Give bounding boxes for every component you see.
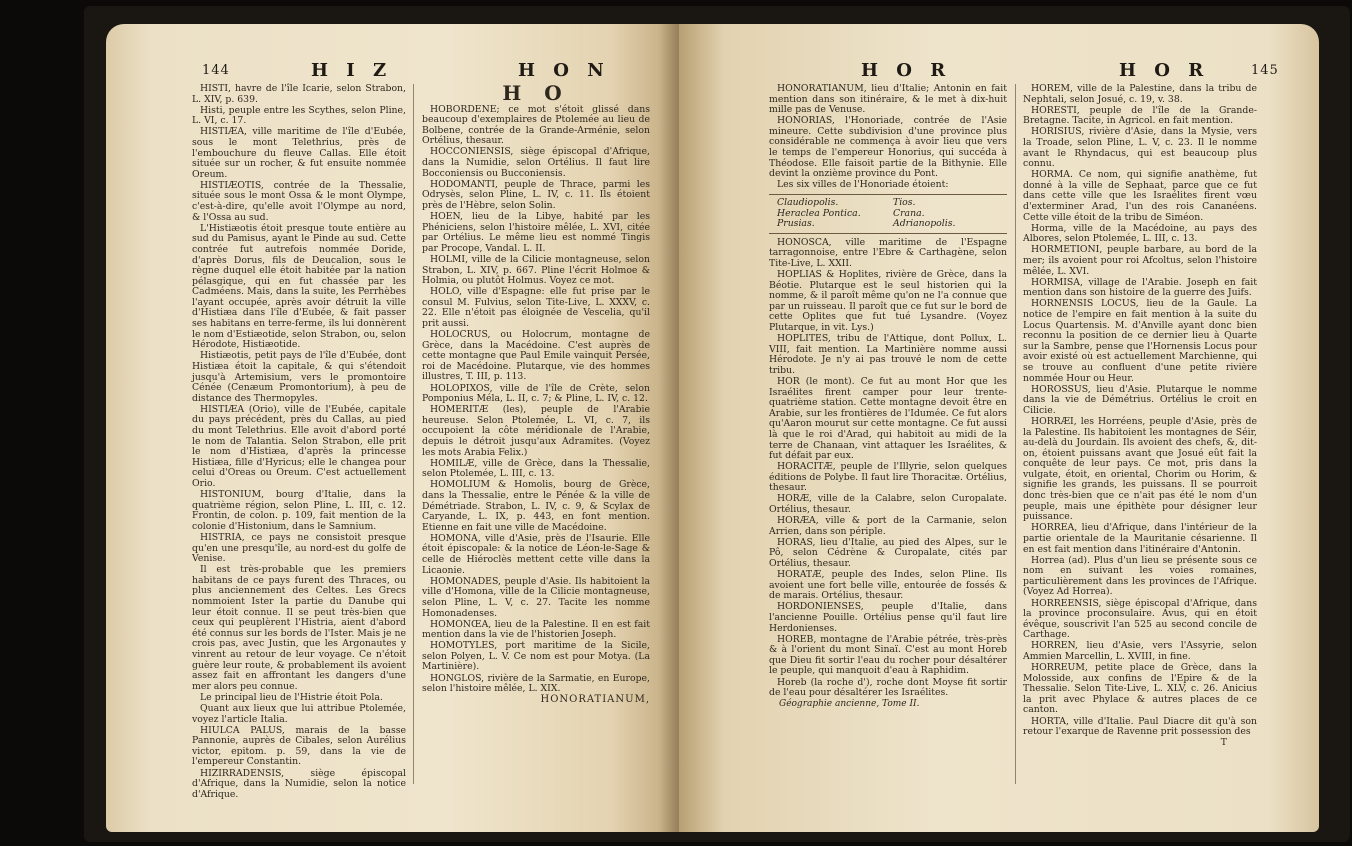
dictionary-entry: HORNENSIS LOCUS, lieu de la Gaule. La notice de l'empire en fait mention à la suite du Locus Quartensis. M. d'Anville ayant donc bien reconnu la position de ce dernier lieu à Quarte sur la Sambre, pense que l'Hornensis Locus pour avoir existé où est actuellement Marchienne, qui se trouve au confluent d'une petite rivière nommée Hour ou Heur. <box>1023 298 1257 384</box>
dictionary-entry: HOPLITES, tribu de l'Attique, dont Pollux, L. VIII, fait mention. La Martinière nomme aussi Hérodote. Je n'y ai pas trouvé le nom de cette tribu. <box>769 333 1007 376</box>
dictionary-entry: HORREENSIS, siège épiscopal d'Afrique, dans la province proconsulaire. Avus, qui en étoit évêque, souscrivit l'an 525 au second concile de Carthage. <box>1023 597 1257 641</box>
dictionary-entry: HOBORDENE; ce mot s'étoit glissé dans beaucoup d'exemplaires de Ptolemée au lieu de Bolbene, contrée de la Grande-Arménie, selon Ortélius, thesaur. <box>422 103 650 147</box>
footer-signature-line: Géographie ancienne, Tome II. <box>779 699 920 710</box>
dictionary-entry: HORREN, lieu d'Asie, vers l'Assyrie, selon Ammien Marcellin, L. XVIII, in fine. <box>1023 640 1257 662</box>
dictionary-entry: HORDONIENSES, peuple d'Italie, dans l'ancienne Pouille. Ortélius pense qu'il faut lire Herdonienses. <box>769 601 1007 634</box>
dictionary-entry: HOLOPIXOS, ville de l'île de Crète, selon Pomponius Méla, L. II, c. 7; & Pline, L. IV, c. 12. <box>422 382 650 405</box>
dictionary-entry: HOPLIAS & Hoplites, rivière de Grèce, dans la Béotie. Plutarque est le seul historien qui la nomme, & il paroît même qu'on ne l'a connue que par un ruisseau. Il paroît que ce fut sur le bord de cette Oplites que fut tué Lysandre. (Voyez Plutarque, in vit. Lys.) <box>769 269 1007 333</box>
dictionary-entry: HOMONA, ville d'Asie, près de l'Isaurie. Elle étoit épiscopale: & la notice de Léon-le-Sage & celle de Hiéroclès mettent cette ville dans la Licaonie. <box>422 532 650 576</box>
dictionary-entry: Histiæotis, petit pays de l'île d'Eubée, dont Histiæa étoit la capitale, & qui s'étendoit jusqu'à Artemisium, vers le promontoire Cénée (Cenæum Promontorium), à peu de distance des Thermopyles. <box>192 350 406 404</box>
column-rule <box>1015 84 1016 784</box>
section-heading: H O <box>502 81 570 105</box>
dictionary-entry: HORMA. Ce nom, qui signifie anathème, fut donné à la ville de Sephaat, parce que ce fut dans cette ville que les Israélites firent vœu d'exterminer Arad, l'un des rois Cananéens. Cette ville étoit de la tribu de Siméon. <box>1023 169 1257 223</box>
city-name: Prusias. <box>777 218 815 230</box>
city-name: Adrianopolis. <box>893 218 956 230</box>
dictionary-entry: HOMONŒA, lieu de la Palestine. Il en est fait mention dans la vie de l'historien Joseph. <box>422 618 650 641</box>
dictionary-entry: HOCCONIENSIS, siège épiscopal d'Afrique, dans la Numidie, selon Ortélius. Il faut lire Bocconiensis ou Bucconiensis. <box>422 146 650 179</box>
dictionary-entry: HISTIÆOTIS, contrée de la Thessalie, située sous le mont Ossa & le mont Olympe, c'est-à-dire, qu'elle avoit l'Olympe au nord, & l'Ossa au sud. <box>192 179 406 223</box>
dictionary-entry: HOEN, lieu de la Libye, habité par les Phéniciens, selon l'histoire mêlée, L. XVI, citée par Ortélius. Le même lieu est nommé Tingis par Procope, Vandal. L. II. <box>422 211 650 254</box>
dictionary-entry: HORREA, lieu d'Afrique, dans l'intérieur de la partie orientale de la Mauritanie césarienne. Il en est fait mention dans l'itinéraire d'Antonin. <box>1023 522 1257 555</box>
dictionary-entry: Horeb (la roche d'), roche dont Moyse fit sortir de l'eau pour désaltérer les Israélites. <box>769 676 1007 699</box>
dictionary-entry: HORACITÆ, peuple de l'Illyrie, selon quelques éditions de Polybe. Il faut lire Thoracitæ. Ortélius, thesaur. <box>769 461 1007 494</box>
city-name: Crana. <box>893 207 925 219</box>
dictionary-entry: HORRÆI, les Horréens, peuple d'Asie, près de la Palestine. Ils habitoient les montagnes de Séir, au-delà du Jourdain. Ils avoient des chefs, &, dit-on, étoient puissans avant que Josué eût fait la conquête de leur pays. Ce mot, pris dans la vulgate, étoit, en oriental, Chorim ou Horim, & signifie les grands, les puissans. Il se pourroit donc très-bien que ce n'ait pas été le nom d'un peuple, mais une épithète pour désigner leur puissance. <box>1023 415 1257 523</box>
dictionary-entry: HORAS, lieu d'Italie, au pied des Alpes, sur le Pô, selon Cédrène & Curopalate, cités par Ortélius, thesaur. <box>769 536 1007 570</box>
dictionary-entry: HORREUM, petite place de Grèce, dans la Molosside, aux confins de l'Epire & de la Thessalie. Selon Tite-Live, L. XLV, c. 26. Anicius la prit avec Phylace & autres places de ce canton. <box>1023 662 1257 716</box>
dictionary-entry: Horrea (ad). Plus d'un lieu se présente sous ce nom en suivant les voies romaines, particulièrement dans les provinces de l'Afrique. (Voyez Ad Horrea). <box>1023 554 1257 598</box>
right-column-2 <box>1023 84 1257 749</box>
dictionary-entry: HISTI, havre de l'île Icarie, selon Strabon, L. XIV, p. 639. <box>192 83 406 105</box>
dictionary-entry: HISTONIUM, bourg d'Italie, dans la quatrième région, selon Pline, L. III, c. 12. Frontin, de colon. p. 109, fait mention de la colonie d'Histonium, dans le Samnium. <box>192 489 406 532</box>
dictionary-entry: HORISIUS, rivière d'Asie, dans la Mysie, vers la Troade, selon Pline, L. V, c. 23. Il le nomme avant le Rhyndacus, qui est beaucoup plus connu. <box>1023 126 1257 170</box>
dictionary-entry: Il est très-probable que les premiers habitans de ce pays furent des Thraces, ou plus anciennement des Celtes. Les Grecs nommoient Ister la partie du Danube qui leur étoit connue. Il se peut très-bien que ceux qui peuplèrent l'Histria, aient d'abord été connus sur les bords de l'Ister. Mais je ne crois pas, avec Justin, que les Argonautes y vinrent au retour de leur voyage. Ce n'étoit guère leur route, & probablement ils avoient assez fait en affrontant les dangers d'une mer alors peu connue. <box>192 564 406 692</box>
dictionary-entry: HOROSSUS, lieu d'Asie. Plutarque le nomme dans la vie de Démétrius. Ortélius le croit en Cilicie. <box>1023 383 1257 416</box>
dictionary-entry: HOMOTYLES, port maritime de la Sicile, selon Polyen, L. V. Ce nom est pour Motya. (La Martinière). <box>422 640 650 673</box>
dictionary-entry: Le principal lieu de l'Histrie étoit Pola. <box>200 691 383 703</box>
dictionary-entry: HORÆ, ville de la Calabre, selon Curopalate. Ortélius, thesaur. <box>769 493 1007 516</box>
dictionary-entry: HOMERITÆ (les), peuple de l'Arabie heureuse. Selon Ptolemée, L. VI, c. 7, ils occupoient la côte méridionale de l'Arabie, depuis le détroit jusqu'aux Adramites. (Voyez les mots Arabia Felix.) <box>422 404 650 458</box>
right-page <box>679 24 1319 832</box>
column-rule <box>413 84 414 784</box>
dictionary-entry: HOREB, montagne de l'Arabie pétrée, très-près & à l'orient du mont Sinaï. C'est au mont Horeb que Dieu fit sortir l'eau du rocher pour désaltérer le peuple, qui manquoit d'eau à Raphidim. <box>769 633 1007 677</box>
right-running-head-left: H O R <box>861 60 952 81</box>
left-column-2 <box>422 81 650 706</box>
city-name: Heraclea Pontica. <box>777 207 861 219</box>
dictionary-entry: Horma, ville de la Macédoine, au pays des Albores, selon Ptolemée, L. III, c. 13. <box>1023 222 1257 245</box>
right-running-head-right: H O R <box>1119 60 1210 81</box>
dictionary-entry: HOR (le mont). Ce fut au mont Hor que les Israélites firent camper pour leur trente-quatrième station. Cette montagne devoit être en Arabie, sur les frontières de l'Idumée. Ce fut alors qu'Aaron mourut sur cette montagne. Ce fut aussi là que le roi d'Arad, qui habitoit au midi de la terre de Chanaan, vint attaquer les Israélites, & fut défait par eux. <box>769 375 1007 462</box>
dictionary-entry: HIULCA PALUS, marais de la basse Pannonie, auprès de Cibales, selon Aurélius victor, epitom. p. 59, dans la vie de l'empereur Constantin. <box>192 724 406 768</box>
dictionary-entry: HOMOLIUM & Homolis, bourg de Grèce, dans la Thessalie, entre le Pénée & la ville de Démétriade. Strabon, L. IV, c. 9, & Scylax de Caryande, L. IX, p. 443, en font mention. Etienne en fait une ville de Macédoine. <box>422 479 650 533</box>
left-col2-head: H O N <box>518 60 610 81</box>
left-running-head: H I Z <box>311 60 393 81</box>
dictionary-entry: Histi, peuple entre les Scythes, selon Pline, L. VI, c. 17. <box>192 104 406 127</box>
dictionary-entry: HODOMANTI, peuple de Thrace, parmi les Odrysès, selon Pline, L. IV, c. 11. Ils étoient près de l'Hèbre, selon Solin. <box>422 178 650 211</box>
cities-list <box>769 194 1007 234</box>
left-column-1 <box>192 84 406 801</box>
signature-mark: T <box>1220 737 1227 749</box>
dictionary-entry: HISTIÆA, ville maritime de l'île d'Eubée, sous le mont Telethrius, près de l'embouchure du fleuve Callas. Elle étoit située sur un rocher, & fut ensuite nommée Oreum. <box>192 126 406 180</box>
dictionary-entry: HORESTI, peuple de l'île de la Grande-Bretagne. Tacite, in Agricol. en fait mention. <box>1023 104 1257 127</box>
dictionary-entry: HOMILÆ, ville de Grèce, dans la Thessalie, selon Ptolemée, L. III, c. 13. <box>422 457 650 480</box>
dictionary-entry: Quant aux lieux que lui attribue Ptolemée, voyez l'article Italia. <box>192 702 406 725</box>
dictionary-entry: HORTA, ville d'Italie. Paul Diacre dit qu'à son retour l'exarque de Ravenne prit possession des <box>1023 715 1257 738</box>
city-name: Tios. <box>893 196 916 208</box>
dictionary-entry: L'Histiæotis étoit presque toute entière au sud du Pamisus, ayant le Pinde au sud. Cette contrée fut autrefois nommée Doride, d'après Dorus, fils de Deucalion, sous le règne duquel elle étoit habitée par la nation pélasgique, qui en fut chassée par les Cadméens. Mais, dans la suite, les Perrhèbes l'ayant occupée, après avoir détruit la ville d'Histiæa dans l'île d'Eubée, & fait passer ses habitans en terre-ferme, ils lui donnèrent le nom d'Estiæotide, selon Strabon, ou, selon Hérodote, Histiæotide. <box>192 222 406 351</box>
catchword: HONORATIANUM, <box>540 694 650 706</box>
dictionary-entry: HOLO, ville d'Espagne: elle fut prise par le consul M. Fulvius, selon Tite-Live, L. XXXV, c. 22. Elle n'étoit pas éloignée de Vescelia, qu'il prit aussi. <box>422 286 650 329</box>
dictionary-entry: HONORIAS, l'Honoriade, contrée de l'Asie mineure. Cette subdivision d'une province plus considérable ne commença à avoir lieu que vers le temps de l'empereur Honorius, qui succéda à Théodose. Elle faisoit partie de la Bithynie. Elle devint la onzième province du Pont. <box>769 115 1007 180</box>
dictionary-entry: HOMONADES, peuple d'Asie. Ils habitoient la ville d'Homona, ville de la Cilicie montagneuse, selon Pline, L. V, c. 27. Tacite les nomme Homonadenses. <box>422 575 650 619</box>
dictionary-entry: HOLOCRUS, ou Holocrum, montagne de Grèce, dans la Macédoine. C'est auprès de cette montagne que Paul Emile vainquit Persée, roi de Macédoine. Plutarque, vie des hommes illustres, T. III, p. 113. <box>422 329 650 383</box>
dictionary-entry: HOLMI, ville de la Cilicie montagneuse, selon Strabon, L. XIV, p. 667. Pline l'écrit Holmoe & Holmia, ou plutôt Holmus. Voyez ce mot. <box>422 253 650 287</box>
city-name: Claudiopolis. <box>777 196 839 208</box>
dictionary-entry: HORMETIONI, peuple barbare, au bord de la mer; ils avoient pour roi Afcoltus, selon l'histoire mêlée, L. XVI. <box>1023 244 1257 277</box>
dictionary-entry: HIZIRRADENSIS, siège épiscopal d'Afrique, dans la Numidie, selon la notice d'Afrique. <box>192 767 406 800</box>
dictionary-entry: HOREM, ville de la Palestine, dans la tribu de Nephtali, selon Josué, c. 19, v. 38. <box>1023 83 1257 105</box>
dictionary-entry: HISTIÆA (Orio), ville de l'Eubée, capitale du pays précédent, près du Callas, au pied du mont Telethrius. Elle avoit d'abord porté le nom de Talantia. Selon Strabon, elle prit le nom d'Histiæa, d'après la princesse Histiæa, fille d'Hyricus; elle le changea pour celui d'Oreas ou Oreum. C'est actuellement Orio. <box>192 403 406 489</box>
left-folio: 144 <box>202 63 230 78</box>
dictionary-entry: HORÆA, ville & port de la Carmanie, selon Arrien, dans son périple. <box>769 515 1007 537</box>
open-book <box>84 6 1350 842</box>
dictionary-entry: HONORATIANUM, lieu d'Italie; Antonin en fait mention dans son itinéraire, & le met à dix-huit mille pas de Venuse. <box>769 83 1007 116</box>
dictionary-entry: HONOSCA, ville maritime de l'Espagne tarragonnoise, entre l'Ebre & Carthagène, selon Tite-Live, L. XXII. <box>769 236 1007 269</box>
dictionary-entry: Les six villes de l'Honoriade étoient: <box>777 179 949 191</box>
right-folio: 145 <box>1251 63 1279 78</box>
left-page <box>106 24 679 832</box>
dictionary-entry: HISTRIA, ce pays ne consistoit presque qu'en une presqu'île, au nord-est du golfe de Venise. <box>192 531 406 565</box>
dictionary-entry: HORATÆ, peuple des Indes, selon Pline. Ils avoient une fort belle ville, entourée de fossés & de marais. Ortélius, thesaur. <box>769 569 1007 602</box>
right-column-1 <box>769 84 1007 710</box>
dictionary-entry: HONGLOS, rivière de la Sarmatie, en Europe, selon l'histoire mêlée, L. XIX. <box>422 672 650 695</box>
dictionary-entry: HORMISA, village de l'Arabie. Joseph en fait mention dans son histoire de la guerre des Juifs. <box>1023 276 1257 299</box>
